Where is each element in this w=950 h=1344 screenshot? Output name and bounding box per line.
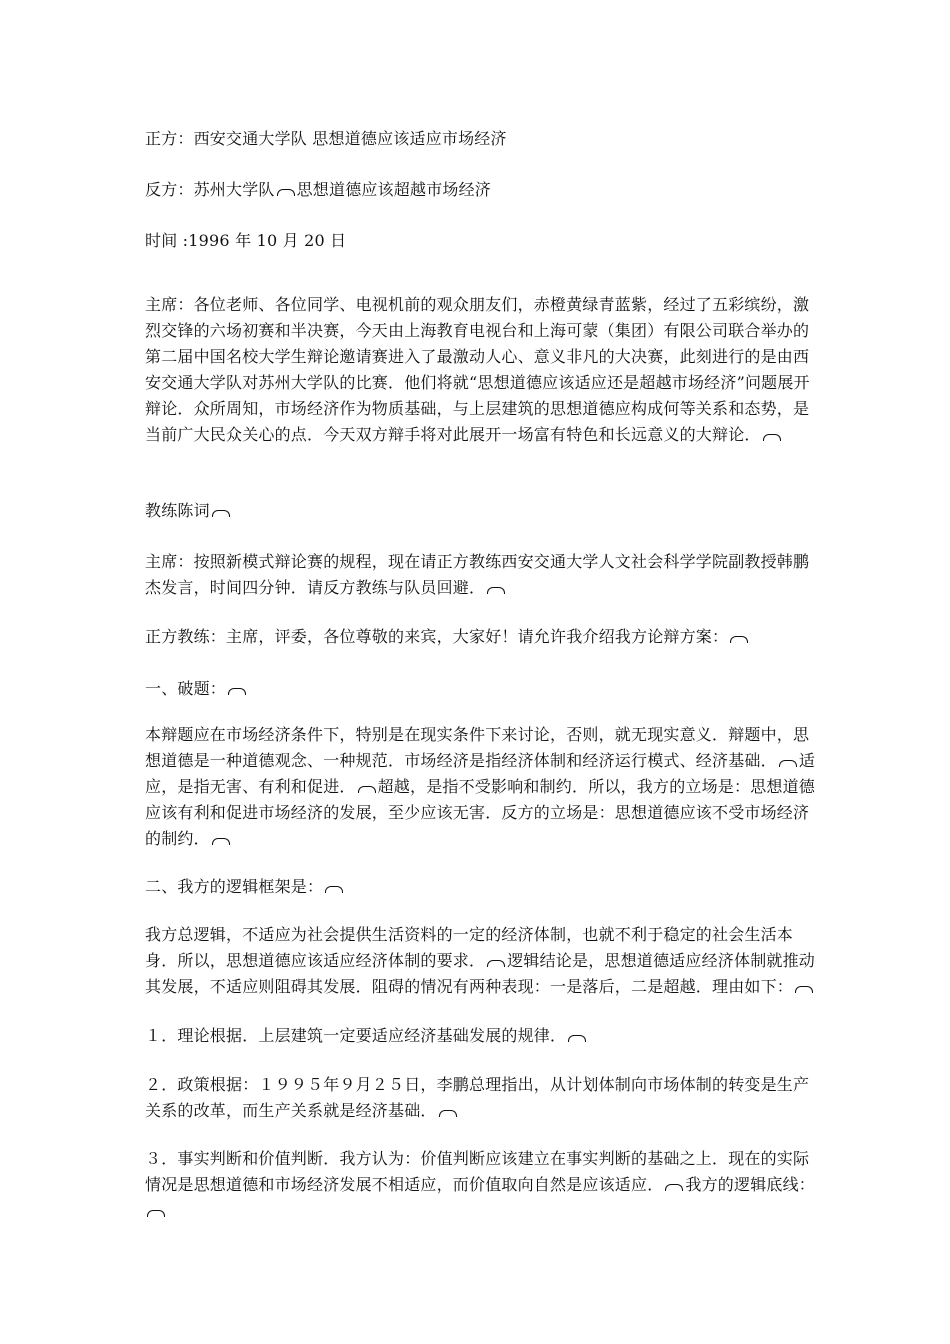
reason2-paragraph: [145, 1072, 815, 1124]
paragraph-mark-icon: [568, 1035, 586, 1042]
negative-line: [145, 177, 815, 203]
paragraph-mark-icon: [763, 434, 781, 441]
reason2-text: ２．政策根据：１９９５年９月２５日，李鹏总理指出，从计划体制向市场体制的转变是生产关系的改革，而生产关系就是经济基础．: [145, 1075, 810, 1120]
part2-heading: [145, 874, 815, 900]
logic-paragraph: [145, 922, 815, 1000]
part2-title: 二、我方的逻辑框架是：: [145, 877, 324, 896]
coach-section-title: 教练陈词: [145, 501, 210, 520]
part1-paragraph: [145, 722, 815, 852]
negative-team: 反方：苏州大学队: [145, 180, 275, 199]
reason3-text-a: ３．事实判断和价值判断．我方认为：价值判断应该建立在事实判断的基础之上．现在的实际情况是思想道德和市场经济发展不相适应，而价值取向自然是应该适应．: [145, 1149, 810, 1194]
paragraph-mark-icon: [212, 510, 230, 517]
part1-text-a: 本辩题应在市场经济条件下，特别是在现实条件下来讨论，否则，就无现实意义．辩题中，思想道德是一种道德观念、一种规范．市场经济是指经济体制和经济运行模式、经济基础．: [145, 725, 810, 770]
affirmative-text: 正方：西安交通大学队 思想道德应该适应市场经济: [145, 129, 507, 148]
paragraph-mark-icon: [228, 688, 246, 695]
paragraph-mark-icon: [487, 587, 505, 594]
time-text: 时间 :1996 年 10 月 20 日: [145, 231, 347, 250]
logic-text-b: 逻辑结论是，思想道德适应经济体制就推动其发展，不适应则阻碍其发展．阻碍的情况有两种表现：一是落后，二是超越．理由如下：: [145, 951, 816, 996]
chair-coach-text: 主席：按照新模式辩论赛的规程，现在请正方教练西安交通大学人文社会科学学院副教授韩鹏杰发言，时间四分钟．请反方教练与队员回避．: [145, 552, 810, 597]
part1-text-c: 超越，是指不受影响和制约．所以，我方的立场是：思想道德应该有利和促进市场经济的发展，至少应该无害．反方的立场是：思想道德应该不受市场经济的制约．: [145, 777, 816, 848]
part1-text-b: 适应，是指无害、有利和促进．: [145, 751, 816, 796]
reason1-text: １．理论根据．上层建筑一定要适应经济基础发展的规律．: [145, 1026, 567, 1045]
paragraph-mark-icon: [439, 1110, 457, 1117]
paragraph-mark-icon: [147, 1210, 165, 1217]
paragraph-mark-icon: [730, 636, 748, 643]
part1-title: 一、破题：: [145, 679, 227, 698]
logic-text-a: 我方总逻辑，不适应为社会提供生活资料的一定的经济体制，也就不利于稳定的社会生活本身．所以，思想道德应该适应经济体制的要求．: [145, 925, 794, 970]
coach-intro-paragraph: [145, 624, 815, 650]
paragraph-mark-icon: [277, 189, 295, 196]
negative-motion: 思想道德应该超越市场经济: [296, 180, 492, 199]
paragraph-mark-icon: [665, 1184, 683, 1191]
paragraph-mark-icon: [358, 786, 376, 793]
affirmative-line: [145, 126, 815, 152]
paragraph-mark-icon: [795, 986, 813, 993]
paragraph-mark-icon: [487, 960, 505, 967]
reason1-paragraph: [145, 1023, 815, 1049]
chair-intro-paragraph: [145, 292, 815, 448]
chair-intro-text: 主席：各位老师、各位同学、电视机前的观众朋友们，赤橙黄绿青蓝紫，经过了五彩缤纷，激烈交锋的六场初赛和半决赛，今天由上海教育电视台和上海可蒙（集团）有限公司联合举办的第二届中国名校大学生辩论邀请赛进入了最激动人心、意义非凡的大决赛，此刻进行的是由西安交通大学队对苏州大学队的比赛．他们将就“思想道德应该适应还是超越市场经济”问题展开辩论．众所周知，市场经济作为物质基础，与上层建筑的思想道德应构成何等关系和态势，是当前广大民众关心的点．今天双方辩手将对此展开一场富有特色和长远意义的大辩论．: [145, 295, 810, 444]
coach-intro-text: 正方教练：主席，评委，各位尊敬的来宾，大家好！请允许我介绍我方论辩方案：: [145, 627, 729, 646]
coach-section-heading: [145, 498, 815, 524]
time-line: [145, 228, 815, 254]
paragraph-mark-icon: [212, 838, 230, 845]
chair-coach-paragraph: [145, 549, 815, 601]
reason3-paragraph: [145, 1146, 815, 1224]
part1-heading: [145, 676, 815, 702]
paragraph-mark-icon: [325, 886, 343, 893]
reason3-text-b: 我方的逻辑底线：: [685, 1175, 816, 1194]
paragraph-mark-icon: [779, 760, 797, 767]
